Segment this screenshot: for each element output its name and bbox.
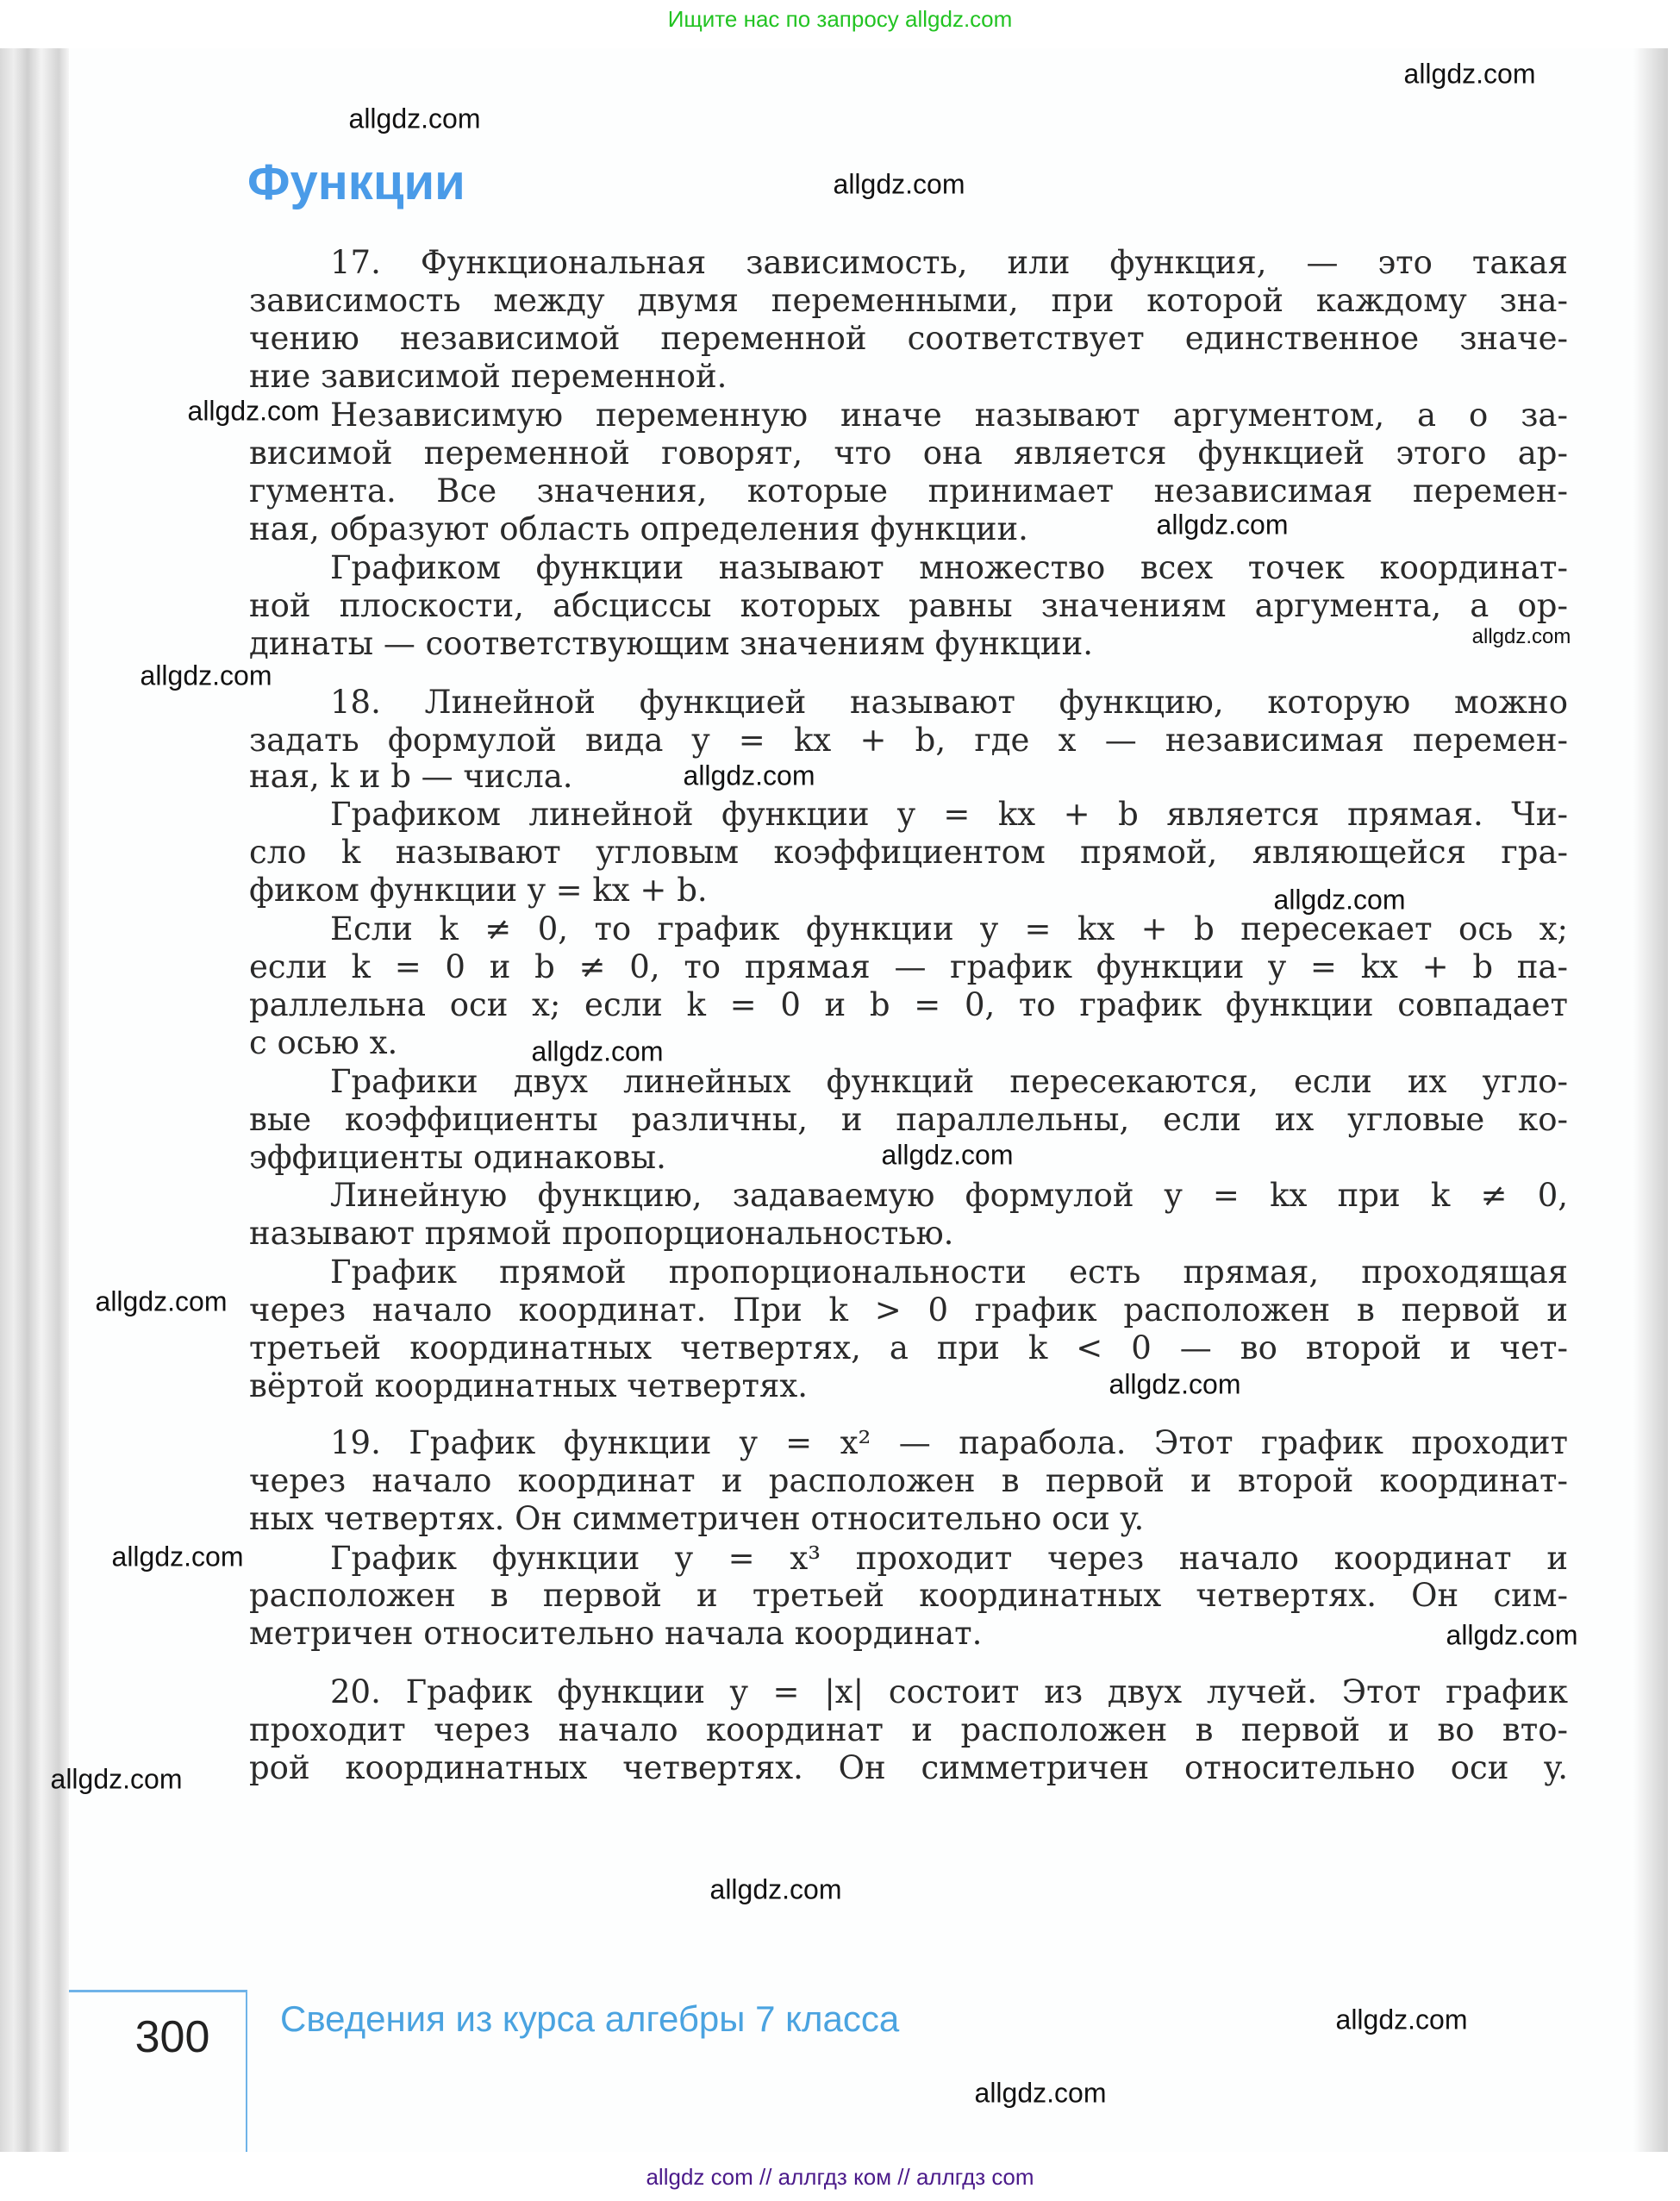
text-line: ных четвертях. Он симметричен относительно оси y. xyxy=(249,1500,1145,1538)
watermark: allgdz.com xyxy=(95,1285,228,1317)
text-line: задать формулой вида y = kx + b, где x — независимая перемен- xyxy=(249,722,1568,760)
watermark: allgdz.com xyxy=(1273,884,1406,916)
text-line: 18. Линейной функцией называют функцию, которую можно xyxy=(330,684,1568,722)
watermark: allgdz.com xyxy=(1403,58,1536,90)
text-line: гумента. Все значения, которые принимает независимая перемен- xyxy=(249,472,1568,510)
text-line: 20. График функции y = |x| состоит из двух лучей. Этот график xyxy=(330,1673,1568,1711)
text-line: График прямой пропорциональности есть прямая, проходящая xyxy=(330,1254,1568,1291)
page-number: 300 xyxy=(134,2012,210,2062)
watermark: allgdz.com xyxy=(348,103,481,134)
watermark: allgdz.com xyxy=(187,395,320,427)
text-line: через начало координат и расположен в первой и второй координат- xyxy=(249,1462,1568,1500)
watermark: allgdz.com xyxy=(1446,1619,1578,1651)
text-line: Графиком линейной функции y = kx + b является прямая. Чи- xyxy=(330,796,1568,834)
text-line: проходит через начало координат и расположен в первой и во вто- xyxy=(249,1711,1568,1749)
watermark: allgdz.com xyxy=(833,168,965,200)
text-line: Графики двух линейных функций пересекаются, если их угло- xyxy=(330,1063,1568,1101)
text-line: Графиком функции называют множество всех точек координат- xyxy=(330,549,1568,587)
watermark: allgdz.com xyxy=(1109,1368,1241,1400)
text-line: с осью x. xyxy=(249,1023,398,1061)
page-edge-shadow xyxy=(1633,48,1668,2152)
text-line: висимой переменной говорят, что она является функцией этого ар- xyxy=(249,435,1568,472)
text-line: через начало координат. При k > 0 график расположен в первой и xyxy=(249,1291,1568,1329)
watermark: allgdz.com xyxy=(1156,509,1289,541)
text-line: вёртой координатных четвертях. xyxy=(249,1366,808,1404)
text-line: чению независимой переменной соответствует единственное значе- xyxy=(249,320,1568,357)
text-line: 19. График функции y = x² — парабола. Этот график проходит xyxy=(330,1424,1568,1462)
watermark: allgdz.com xyxy=(111,1541,244,1573)
text-line: если k = 0 и b ≠ 0, то прямая — график функции y = kx + b па- xyxy=(249,948,1568,986)
watermark: allgdz.com xyxy=(531,1035,664,1067)
text-line: График функции y = x³ проходит через начало координат и xyxy=(330,1539,1568,1577)
text-line: рой координатных четвертях. Он симметричен относительно оси y. xyxy=(249,1749,1568,1787)
watermark: allgdz.com xyxy=(1335,2004,1468,2035)
text-line: ная, образуют область определения функции. xyxy=(249,510,1028,547)
text-line: расположен в первой и третьей координатных четвертях. Он сим- xyxy=(249,1577,1568,1615)
page-binding xyxy=(0,48,69,2152)
text-line: Линейную функцию, задаваемую формулой y = kx при k ≠ 0, xyxy=(330,1176,1568,1214)
section-title: Функции xyxy=(247,154,465,210)
text-line: зависимость между двумя переменными, при которой каждому зна- xyxy=(249,282,1568,320)
top-banner[interactable]: Ищите нас по запросу allgdz.com xyxy=(667,6,1013,32)
watermark: allgdz.com xyxy=(1471,625,1571,648)
text-line: ная, k и b — числа. xyxy=(249,758,573,796)
text-line: третьей координатных четвертях, а при k < 0 — во второй и чет- xyxy=(249,1329,1568,1366)
text-line: сло k называют угловым коэффициентом прямой, являющейся гра- xyxy=(249,834,1568,872)
watermark: allgdz.com xyxy=(50,1763,183,1795)
text-line: Если k ≠ 0, то график функции y = kx + b пересекает ось x; xyxy=(330,910,1568,948)
text-line: ной плоскости, абсциссы которых равны значениям аргумента, а ор- xyxy=(249,587,1568,625)
watermark: allgdz.com xyxy=(140,660,272,691)
text-line: динаты — соответствующим значениям функции. xyxy=(249,625,1094,663)
bottom-banner[interactable]: allgdz com // аллгдз ком // аллгдз com xyxy=(646,2164,1034,2190)
text-line: 17. Функциональная зависимость, или функция, — это такая xyxy=(330,244,1568,282)
text-line: называют прямой пропорциональностью. xyxy=(249,1214,954,1252)
footer-divider-vertical xyxy=(246,1990,247,2152)
watermark: allgdz.com xyxy=(881,1139,1014,1171)
text-line: метричен относительно начала координат. xyxy=(249,1615,983,1653)
watermark: allgdz.com xyxy=(683,760,815,791)
watermark: allgdz.com xyxy=(974,2077,1107,2109)
text-line: вые коэффициенты различны, и параллельны, если их угловые ко- xyxy=(249,1101,1568,1139)
footer-divider xyxy=(69,1990,247,1992)
text-line: эффициенты одинаковы. xyxy=(249,1139,666,1177)
watermark: allgdz.com xyxy=(709,1873,842,1905)
text-line: Независимую переменную иначе называют аргументом, а о за- xyxy=(330,397,1568,435)
text-line: ние зависимой переменной. xyxy=(249,357,728,395)
text-line: фиком функции y = kx + b. xyxy=(249,871,708,909)
footer-title: Сведения из курса алгебры 7 класса xyxy=(280,1998,900,2039)
text-line: раллельна оси x; если k = 0 и b = 0, то график функции совпадает xyxy=(249,986,1568,1024)
